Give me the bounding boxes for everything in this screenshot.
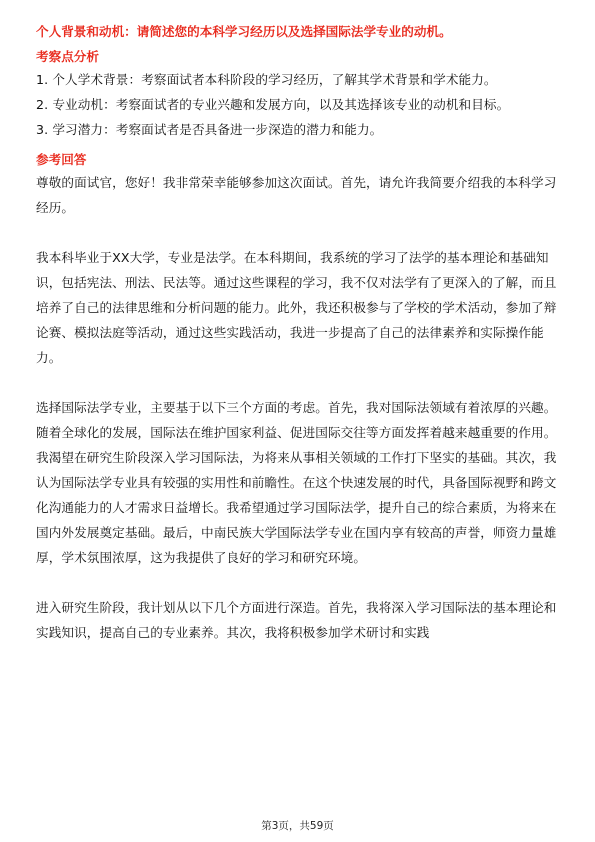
answer-heading: 参考回答 xyxy=(36,152,87,167)
analysis-item-1: 1. 个人学术背景：考察面试者本科阶段的学习经历，了解其学术背景和学术能力。 xyxy=(36,72,497,87)
answer-paragraph-4: 进入研究生阶段，我计划从以下几个方面进行深造。首先，我将深入学习国际法的基本理论和实践知识，提高自己的专业素养。其次，我将积极参加学术研讨和实践 xyxy=(36,600,557,640)
section-spacer xyxy=(36,142,559,150)
page-number: 第3页，共59页 xyxy=(261,820,334,832)
answer-paragraph-2: 我本科毕业于XX大学，专业是法学。在本科期间，我系统的学习了法学的基本理论和基础知识，包括宪法、刑法、民法等。通过这些课程的学习，我不仅对法学有了更深入的了解，而且培养了自己的法律思维和分析问题的能力。此外，我还积极参与了学校的学术活动，参加了辩论赛、模拟法庭等活动，通过这些实践活动，我进一步提高了自己的法律素养和实际操作能力。 xyxy=(36,250,557,365)
document-page xyxy=(36,22,559,645)
analysis-heading: 考察点分析 xyxy=(36,49,99,64)
analysis-item-2: 2. 专业动机：考察面试者的专业兴趣和发展方向，以及其选择该专业的动机和目标。 xyxy=(36,97,510,112)
analysis-item-3: 3. 学习潜力：考察面试者是否具备进一步深造的潜力和能力。 xyxy=(36,122,383,137)
question-title: 个人背景和动机：请简述您的本科学习经历以及选择国际法学专业的动机。 xyxy=(36,24,452,39)
answer-paragraph-1: 尊敬的面试官，您好！我非常荣幸能够参加这次面试。首先，请允许我简要介绍我的本科学习经历。 xyxy=(36,175,557,215)
answer-paragraph-3: 选择国际法学专业，主要基于以下三个方面的考虑。首先，我对国际法领域有着浓厚的兴趣。随着全球化的发展，国际法在维护国家利益、促进国际交往等方面发挥着越来越重要的作用。我渴望在研究生阶段深入学习国际法，为将来从事相关领域的工作打下坚实的基础。其次，我认为国际法学专业具有较强的实用性和前瞻性。在这个快速发展的时代，具备国际视野和跨文化沟通能力的人才需求日益增长。我希望通过学习国际法学，提升自己的综合素质，为将来在国内外发展奠定基础。最后，中南民族大学国际法学专业在国内享有较高的声誉，师资力量雄厚，学术氛围浓厚，这为我提供了良好的学习和研究环境。 xyxy=(36,400,557,565)
